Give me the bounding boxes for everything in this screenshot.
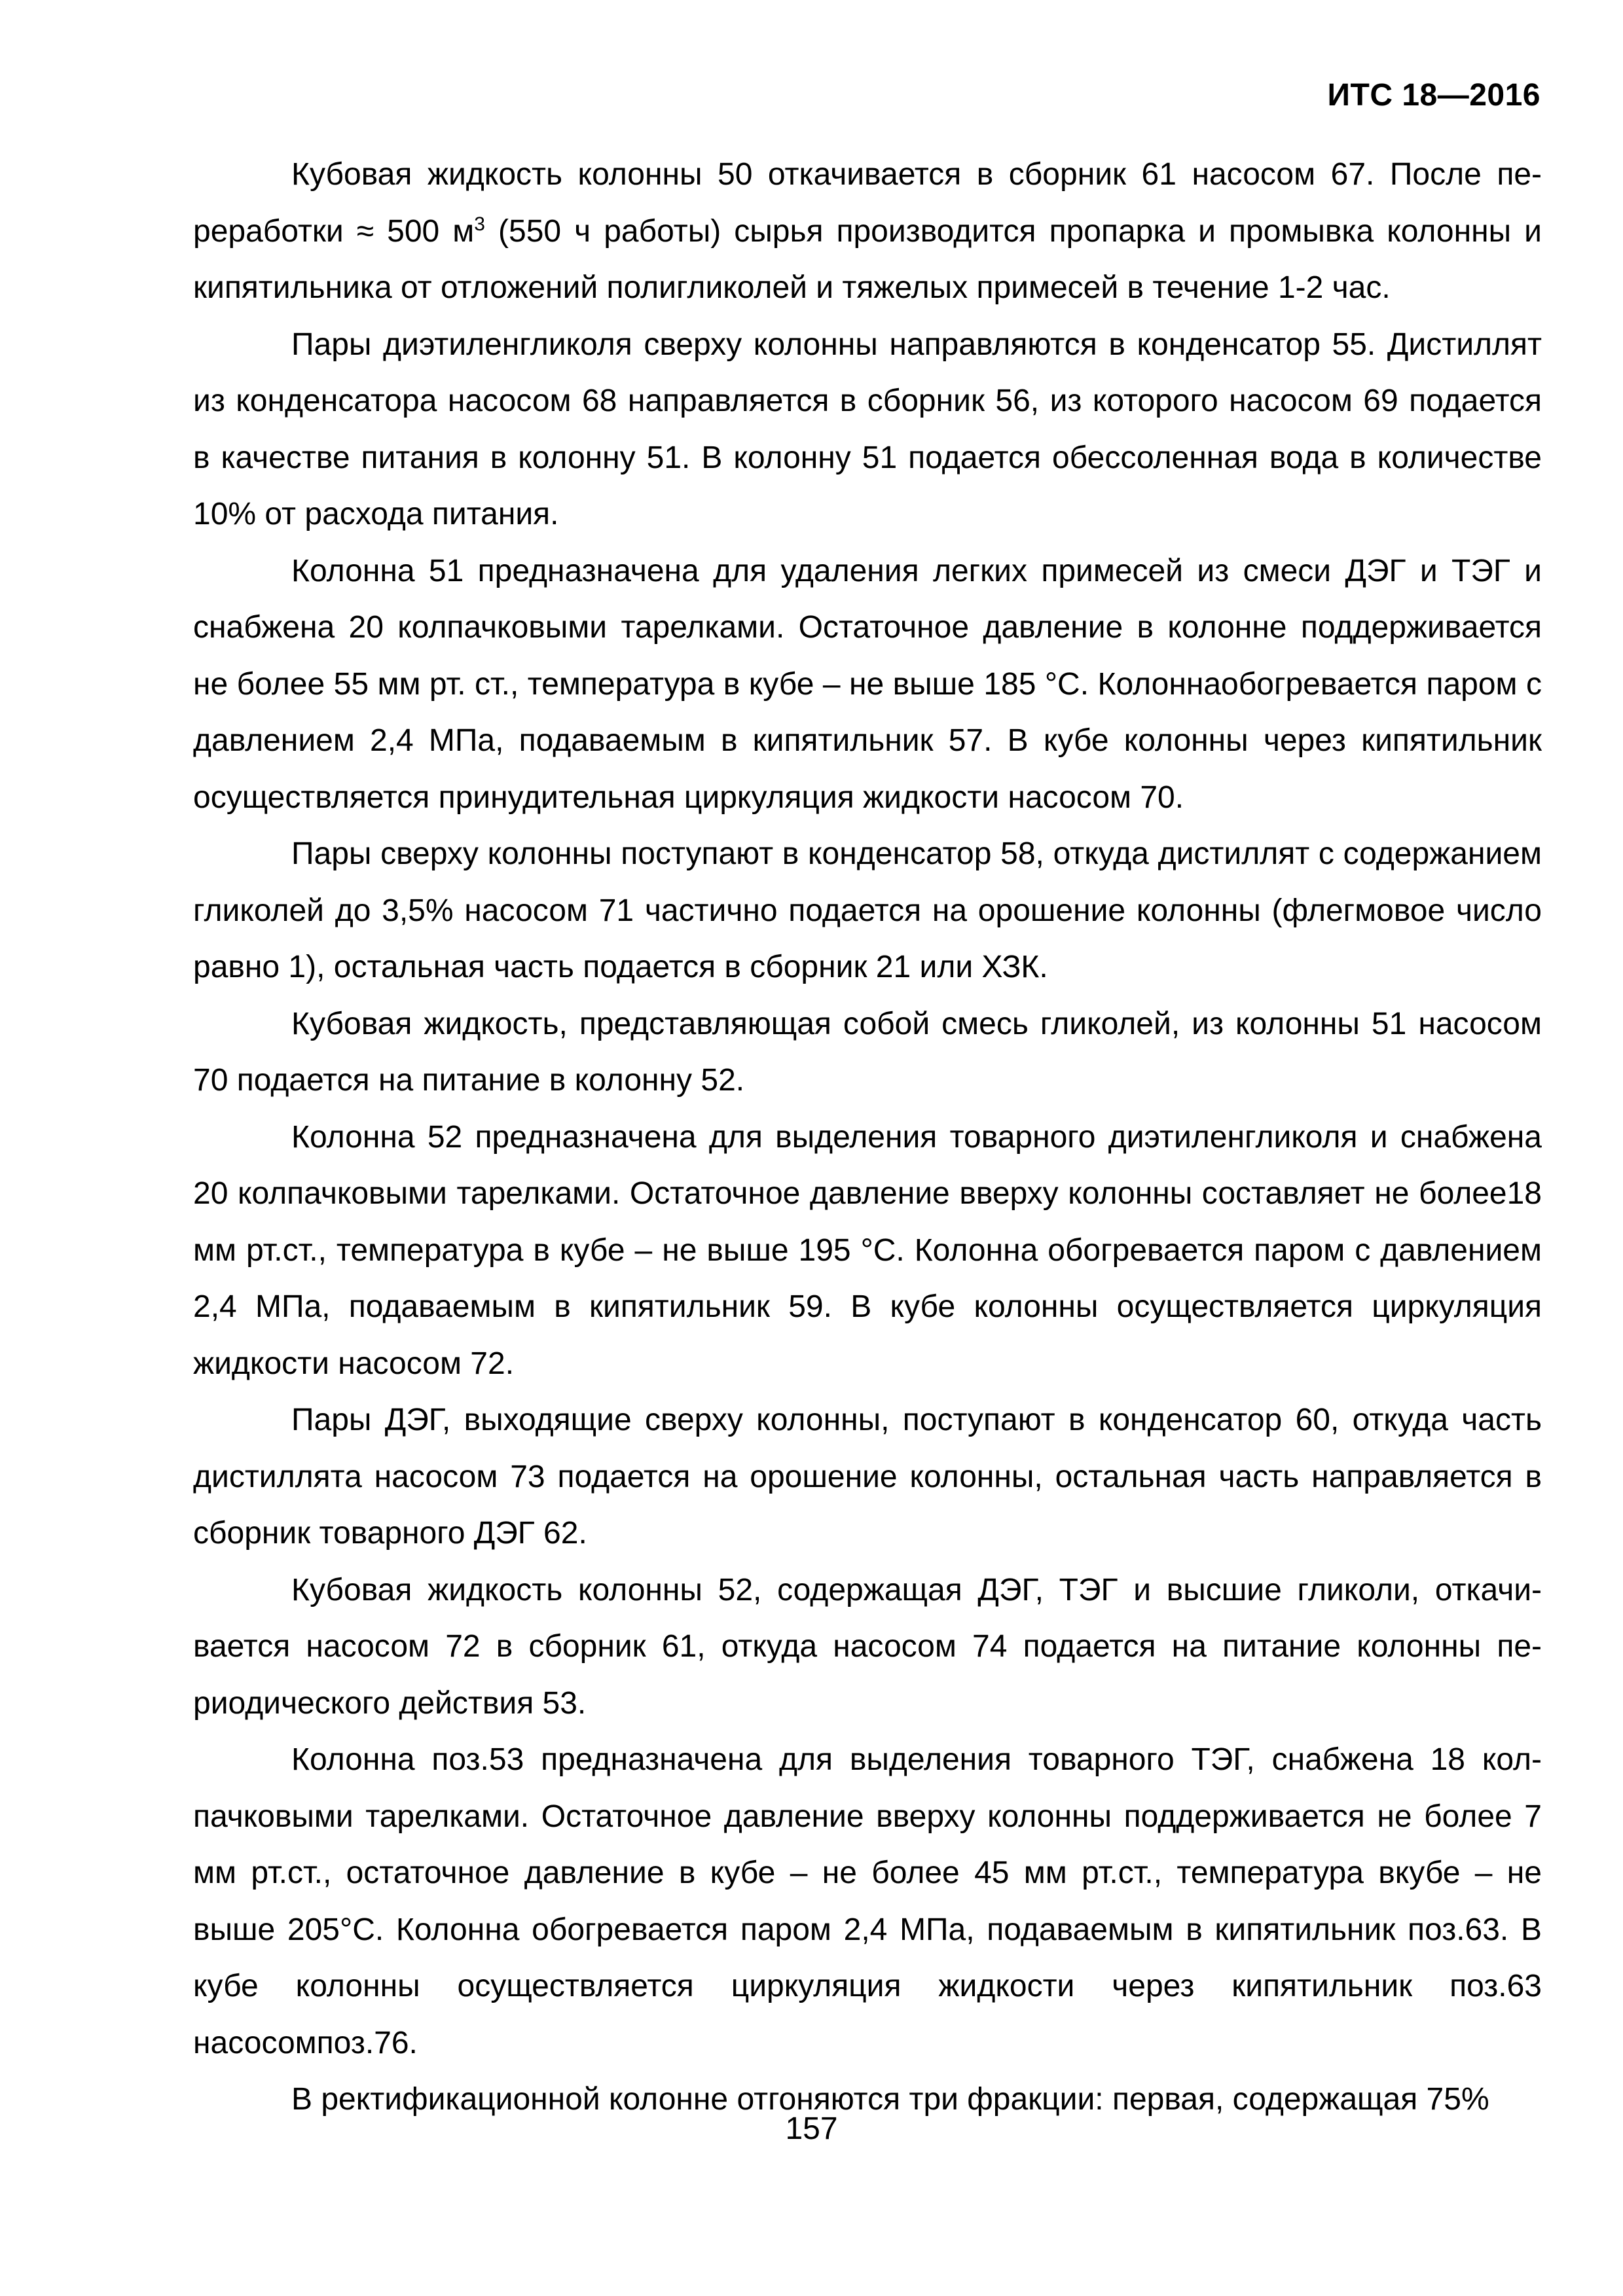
paragraph-1-text-a: Кубовая жидкость колонны 50 откачивается в сборник 61 насосом 67. После переработки ≈ 500 м: [193, 157, 1542, 249]
paragraph-10: В ректификационной колонне отгоняются три фракции: первая, содержащая 75%: [291, 2082, 1489, 2117]
paragraph-7: Пары ДЭГ, выходящие сверху колонны, поступают в конденсатор 60, откуда часть дистиллята насосом 73 подается на орошение колонны, остальная часть направляется в сборник товарного ДЭГ 62.: [193, 1403, 1542, 1551]
body-text: [193, 147, 1542, 2128]
paragraph-1-text-b: (550 ч работы) сырья производится пропарка и промывка колонны и кипятильника от отложений полигликолей и тяжелых примесей в течение 1-2 час.: [193, 213, 1542, 305]
paragraph-6: Колонна 52 предназначена для выделения товарного диэтиленгликоля и снабжена 20 колпачковыми тарелками. Остаточное давление вверху колонны составляет не более18 мм рт.ст., температура в кубе – не выше 195 °С. Колонна обогревается паром с давлением 2,4 МПа, подаваемым в кипятильник 59. В кубе колонны осуществляется циркуляция жидкости насосом 72.: [193, 1119, 1542, 1381]
paragraph-9: Колонна поз.53 предназначена для выделения товарного ТЭГ, снабжена 18 колпачковыми тарелками. Остаточное давление вверху колонны поддерживается не более 7 мм рт.ст., остаточное давление в кубе – не более 45 мм рт.ст., температура вкубе – не выше 205°С. Колонна обогревается паром 2,4 МПа, подаваемым в кипятильник поз.63. В кубе колонны осуществляется циркуляция жидкости через кипятильник поз.63 насосомпоз.76.: [193, 1742, 1542, 2060]
paragraph-4: Пары сверху колонны поступают в конденсатор 58, откуда дистиллят с содержанием гликолей до 3,5% насосом 71 частично подается на орошение колонны (флегмовое число равно 1), остальная часть подается в сборник 21 или ХЗК.: [193, 836, 1542, 984]
document-code-header: ИТС 18—2016: [1327, 78, 1541, 113]
paragraph-5: Кубовая жидкость, представляющая собой смесь гликолей, из колонны 51 насосом 70 подается на питание в колонну 52.: [193, 1006, 1542, 1098]
paragraph-2: Пары диэтиленгликоля сверху колонны направляются в конденсатор 55. Дистиллят из конденсатора насосом 68 направляется в сборник 56, из которого насосом 69 подается в качестве питания в колонну 51. В колонну 51 подается обессоленная вода в количестве 10% от расхода питания.: [193, 327, 1542, 531]
paragraph-8: Кубовая жидкость колонны 52, содержащая ДЭГ, ТЭГ и высшие гликоли, откачивается насосом 72 в сборник 61, откуда насосом 74 подается на питание колонны периодического действия 53.: [193, 1572, 1542, 1721]
superscript-cubic: 3: [474, 213, 485, 235]
page-number: 157: [785, 2111, 838, 2146]
paragraph-1: [193, 147, 1542, 317]
paragraph-3: Колонна 51 предназначена для удаления легких примесей из смеси ДЭГ и ТЭГ и снабжена 20 колпачковыми тарелками. Остаточное давление в колонне поддерживается не более 55 мм рт. ст., температура в кубе – не выше 185 °С. Колоннаобогревается паром с давлением 2,4 МПа, подаваемым в кипятильник 57. В кубе колонны через кипятильник осуществляется принудительная циркуляция жидкости насосом 70.: [193, 553, 1542, 815]
